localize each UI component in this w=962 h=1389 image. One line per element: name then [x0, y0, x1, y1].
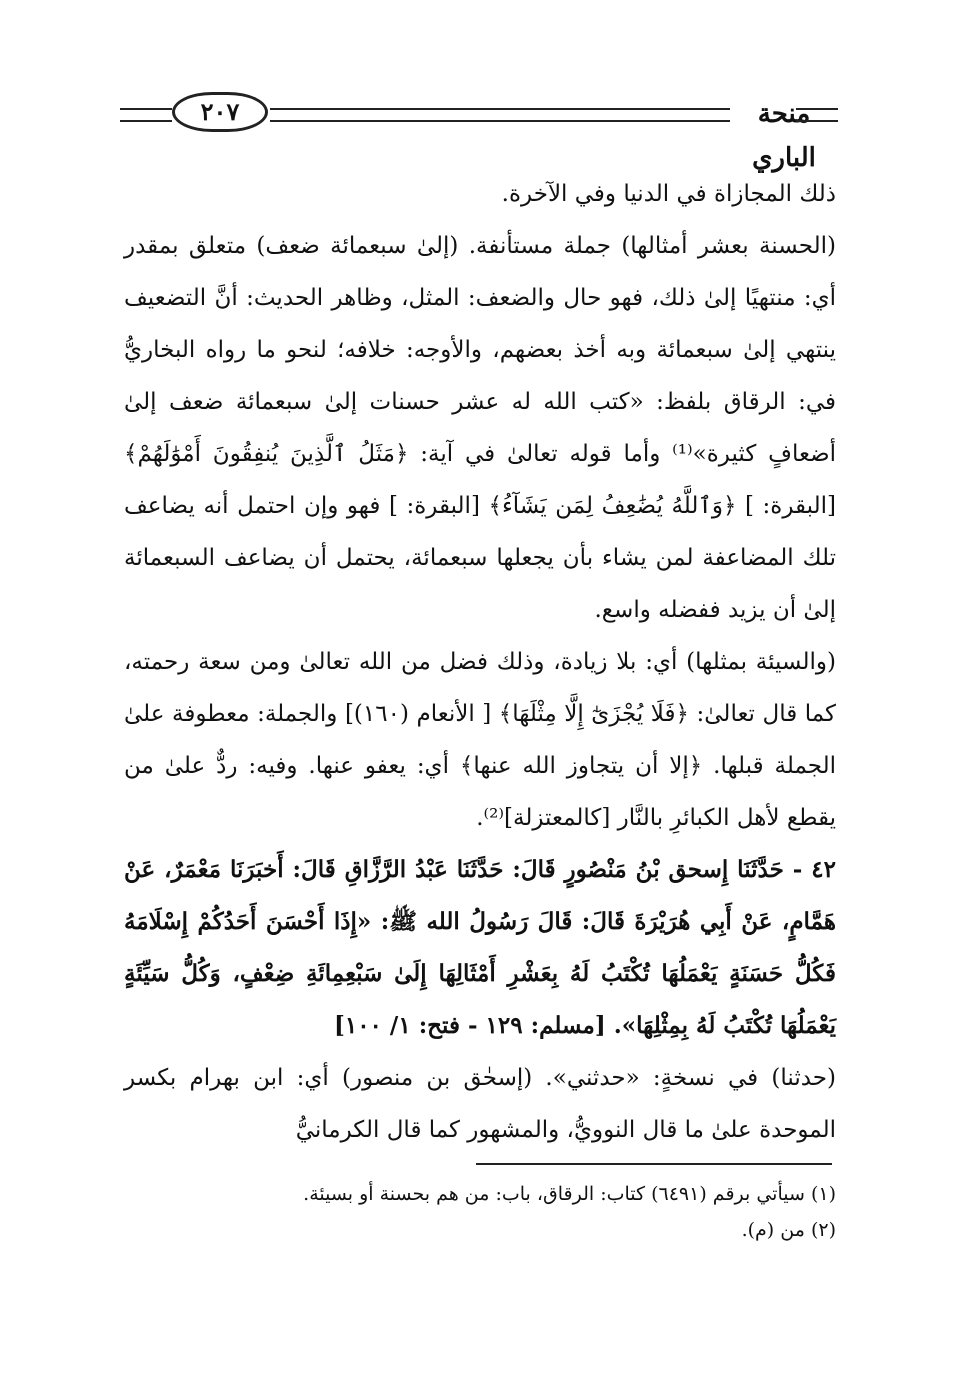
book-title: منحة الباري [752, 99, 816, 173]
header-double-rule-left [120, 108, 172, 122]
main-text [124, 168, 836, 1156]
footnote-separator [476, 1163, 832, 1165]
paragraph-2: (الحسنة بعشر أمثالها) جملة مستأنفة. (إلىٰ سبعمائة ضعف) متعلق بمقدر أي: منتهيًا إلىٰ ذلك، فهو حال والضعف: المثل، وظاهر الحديث: أنَّ التضعيف ينتهي إلىٰ سبعمائة وبه أخذ بعضهم، والأوجه: خلافه؛ لنحو ما رواه البخاريُّ في: الرقاق بلفظ: «كتب الله له عشر حسنات إلىٰ سبعمائة ضعف إلىٰ أضعافٍ كثيرة»⁽¹⁾ وأما قوله تعالىٰ في آية: ﴿مَثَلُ ٱلَّذِينَ يُنفِقُونَ أَمْوَٰلَهُمْ﴾ [البقرة: ] ﴿وَٱللَّهُ يُضَٰعِفُ لِمَن يَشَآءُ﴾ [البقرة: ] فهو وإن احتمل أنه يضاعف تلك المضاعفة لمن يشاء بأن يجعلها سبعمائة، يحتمل أن يضاعف السبعمائة إلىٰ أن يزيد ففضله واسع. [124, 233, 837, 623]
page-number: ٢٠٧ [172, 92, 268, 132]
footnote-2: (٢) من (م). [741, 1219, 836, 1241]
footnote-1: (١) سيأتي برقم (٦٤٩١) كتاب: الرقاق، باب: من هم بحسنة أو بسيئة. [303, 1183, 836, 1205]
footnotes [124, 1176, 836, 1248]
page-header [120, 92, 838, 173]
paragraph-3: (والسيئة بمثلها) أي: بلا زيادة، وذلك فضل من الله تعالىٰ ومن سعة رحمته، كما قال تعالىٰ: ﴿فَلَا يُجْزَىٰٓ إِلَّا مِثْلَهَا﴾ [ الأنعام (١٦٠)] والجملة: معطوفة علىٰ الجملة قبلها. ﴿إلا أن يتجاوز الله عنها﴾ أي: يعفو عنها. وفيه: ردٌّ علىٰ من يقطع لأهل الكبائرِ بالنَّار [كالمعتزلة]⁽²⁾. [124, 649, 836, 831]
paragraph-5: (حدثنا) في نسخةٍ: «حدثني». (إسحٰق بن منصور) أي: ابن بهرام بكسر الموحدة علىٰ ما قال النوويُّ، والمشهور كما قال الكرمانيُّ [124, 1065, 836, 1143]
header-double-rule-middle [270, 108, 730, 122]
header-double-rule-right [796, 108, 838, 122]
paragraph-1: ذلك المجازاة في الدنيا وفي الآخرة. [501, 181, 836, 207]
hadith-text: ٤٢ - حَدَّثَنَا إِسحق بْنُ مَنْصُورٍ قَالَ: حَدَّثَنَا عَبْدُ الرَّزَّاقِ قَالَ: أَخبَرَنَا مَعْمَرٌ، عَنْ هَمَّامٍ، عَنْ أَبِي هُرَيْرَةَ قَالَ: قَالَ رَسُولُ الله ﷺ: «إِذَا أَحْسَنَ أَحَدُكُمْ إِسْلَامَهُ فَكُلُّ حَسَنَةٍ يَعْمَلُهَا تُكْتَبُ لَهُ بِعَشْرِ أَمْثَالِهَا إِلَىٰ سَبْعِمِائَةِ ضِعْفٍ، وَكُلُّ سَيِّئَةٍ يَعْمَلُهَا تُكْتَبُ لَهُ بِمِثْلِهَا». [مسلم: ١٢٩ - فتح: ١/ ١٠٠] [124, 856, 836, 1039]
